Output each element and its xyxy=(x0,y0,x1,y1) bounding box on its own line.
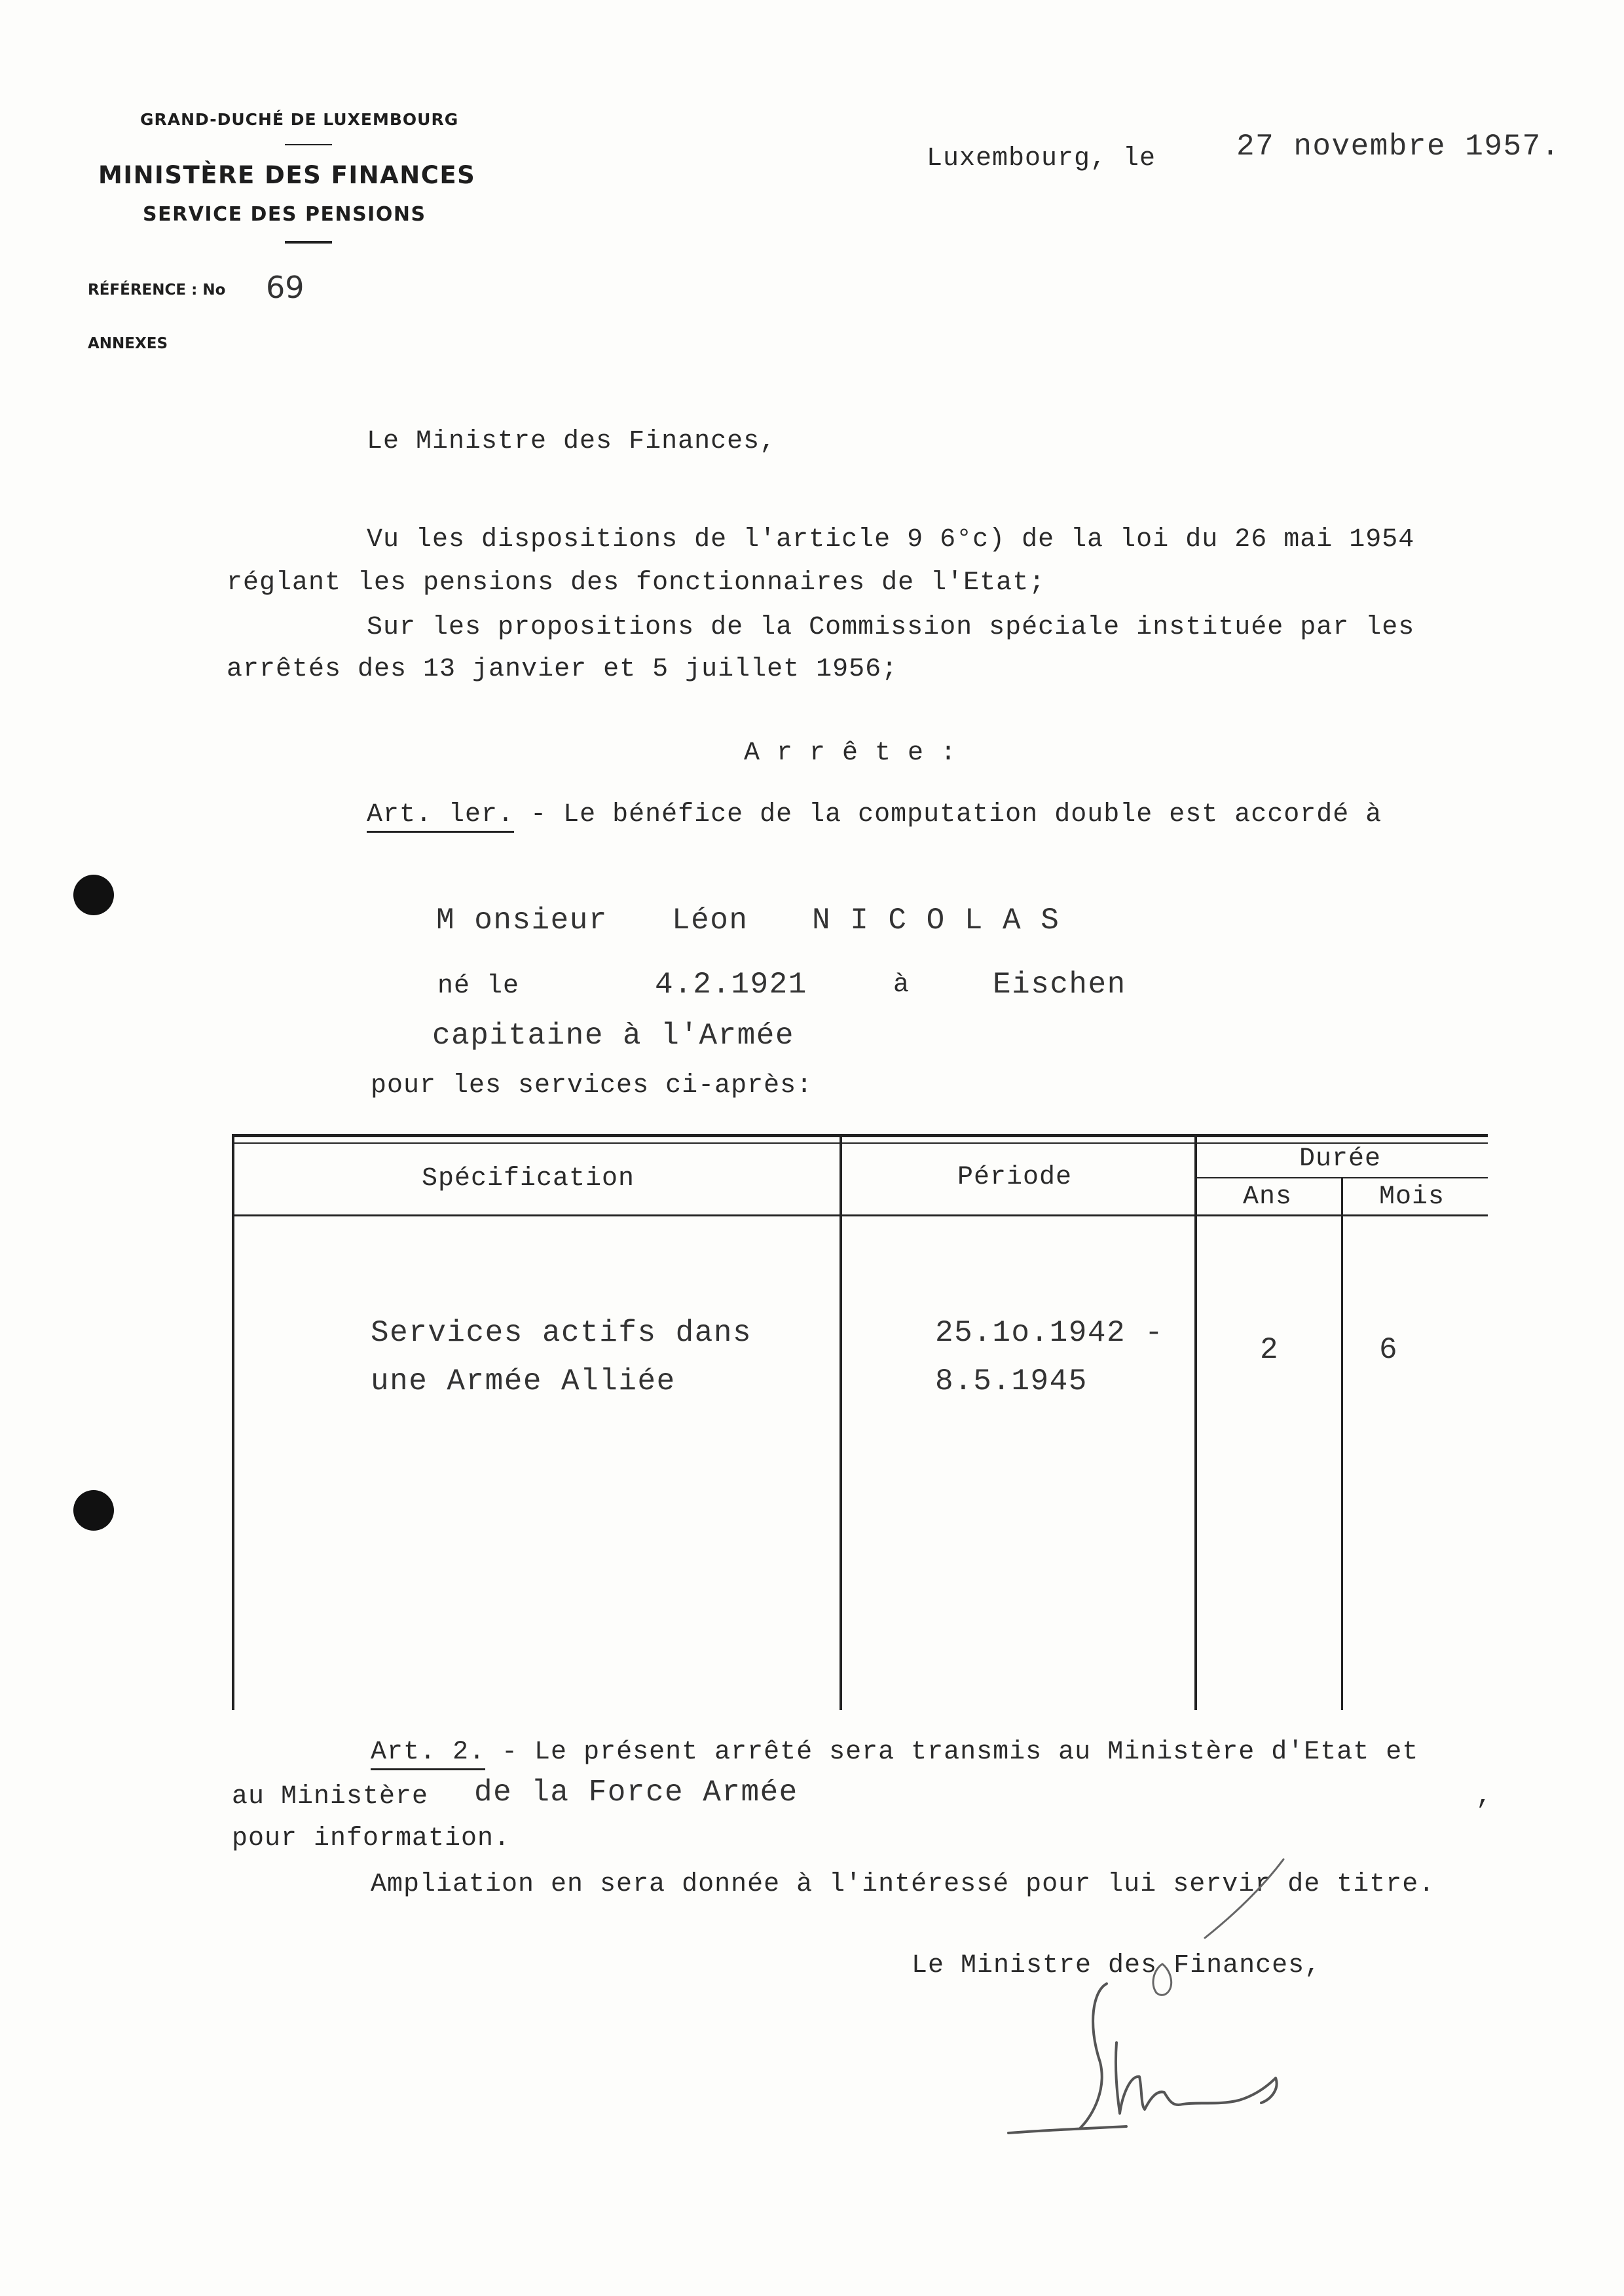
row-ans-value: 2 xyxy=(1260,1333,1280,1367)
considering-line-2: réglant les pensions des fonctionnaires de l'Etat; xyxy=(227,568,1046,598)
table-top-border xyxy=(232,1134,1488,1137)
header-specification: Spécification xyxy=(422,1164,635,1194)
letterhead-divider-2 xyxy=(285,241,332,244)
article-1-text: - Le bénéfice de la computation double est accordé à xyxy=(530,800,1382,829)
row-mois-value: 6 xyxy=(1379,1333,1399,1367)
birth-date: 4.2.1921 xyxy=(655,968,807,1002)
punch-hole-top xyxy=(73,875,114,915)
date-place: Luxembourg, le xyxy=(927,144,1156,173)
table-left-border xyxy=(232,1134,234,1710)
article-2-text: - Le présent arrêté sera transmis au Ministère d'Etat et xyxy=(502,1738,1419,1767)
proposal-line-1: Sur les propositions de la Commission spéciale instituée par les xyxy=(367,613,1415,642)
header-mois: Mois xyxy=(1379,1182,1445,1212)
born-label: né le xyxy=(437,972,520,1001)
column-divider-ans-mois xyxy=(1341,1178,1343,1710)
article-2-label: Art. 2. xyxy=(371,1738,485,1770)
table-header-divider xyxy=(232,1214,1488,1216)
beneficiary-first-name: Léon xyxy=(672,903,748,938)
ampliation-line: Ampliation en sera donnée à l'intéressé pour lui servir de titre. xyxy=(371,1870,1435,1899)
proposal-line-2: arrêtés des 13 janvier et 5 juillet 1956; xyxy=(227,655,898,684)
at-label: à xyxy=(893,970,910,1000)
row-spec-line-1: Services actifs dans xyxy=(371,1316,752,1350)
considering-line-1: Vu les dispositions de l'article 9 6°c) de la loi du 26 mai 1954 xyxy=(367,525,1415,555)
beneficiary-title: M onsieur xyxy=(436,903,608,938)
annexes-label: ANNEXES xyxy=(88,335,168,352)
letterhead-divider-1 xyxy=(285,144,332,145)
article-2-line-3: pour information. xyxy=(232,1824,511,1853)
services-intro: pour les services ci-après: xyxy=(371,1071,813,1101)
header-periode: Période xyxy=(957,1163,1073,1192)
column-divider-period xyxy=(840,1134,842,1710)
header-ans: Ans xyxy=(1243,1182,1293,1212)
punch-hole-bottom xyxy=(73,1490,114,1531)
reference-number: 69 xyxy=(266,270,304,305)
signatory-line: Le Ministre des Finances, xyxy=(912,1951,1321,1980)
date-value: 27 novembre 1957. xyxy=(1236,130,1560,164)
article-1-label: Art. ler. xyxy=(367,800,514,833)
opening-line: Le Ministre des Finances, xyxy=(367,427,777,456)
letterhead-service: SERVICE DES PENSIONS xyxy=(143,203,426,226)
letterhead-country: GRAND-DUCHÉ DE LUXEMBOURG xyxy=(140,110,459,129)
table-top-border-inner xyxy=(232,1142,1488,1144)
birth-place: Eischen xyxy=(993,968,1126,1002)
column-divider-duree xyxy=(1194,1134,1197,1710)
row-spec-line-2: une Armée Alliée xyxy=(371,1364,676,1398)
row-period-line-2: 8.5.1945 xyxy=(935,1364,1088,1398)
handwritten-signature xyxy=(1002,1938,1303,2141)
article-1 xyxy=(367,800,1382,829)
row-period-line-1: 25.1o.1942 - xyxy=(935,1316,1164,1350)
reference-label: RÉFÉRENCE : No xyxy=(88,282,226,299)
article-2-line-1 xyxy=(371,1738,1418,1767)
beneficiary-last-name: N I C O L A S xyxy=(812,903,1060,938)
decree-heading: A r r ê t e : xyxy=(744,738,957,768)
header-duree: Durée xyxy=(1299,1144,1382,1174)
article-2-line-2-suffix: , xyxy=(1476,1782,1493,1812)
letterhead-ministry: MINISTÈRE DES FINANCES xyxy=(98,161,476,189)
pen-stroke-mark xyxy=(1192,1853,1297,1944)
beneficiary-rank: capitaine à l'Armée xyxy=(432,1019,794,1053)
article-2-line-2-typed: de la Force Armée xyxy=(474,1776,798,1810)
article-2-line-2-prefix: au Ministère xyxy=(232,1782,429,1812)
